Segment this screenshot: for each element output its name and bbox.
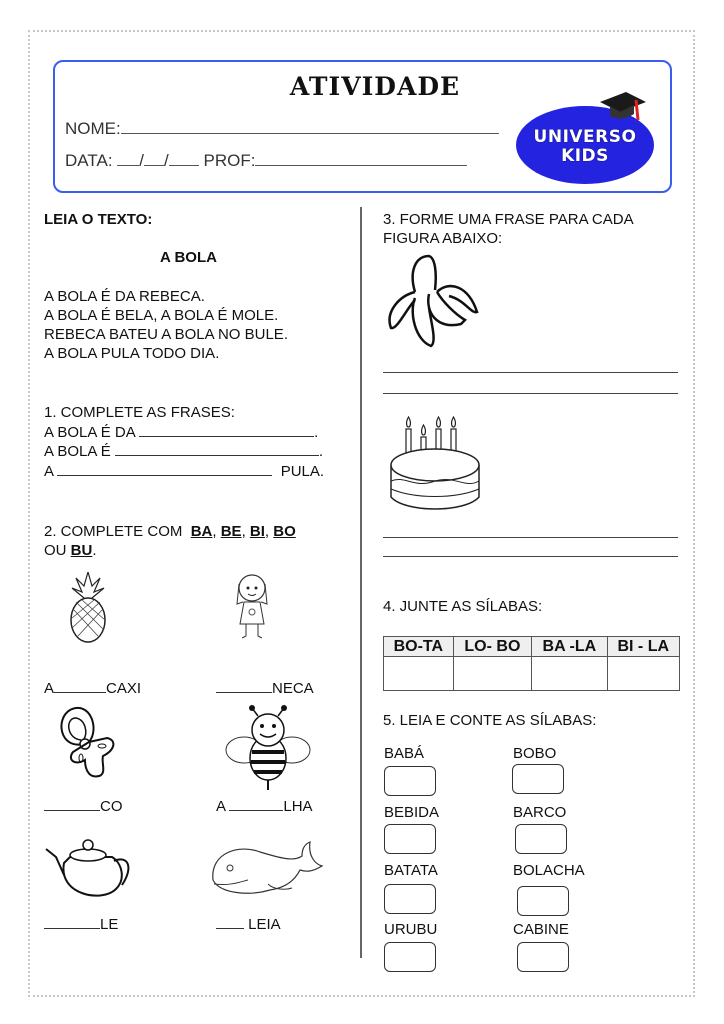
doll-icon	[232, 572, 272, 642]
universo-kids-logo: UNIVERSO KIDS	[516, 92, 656, 184]
page-title: ATIVIDADE	[289, 72, 461, 101]
word-label: BOLACHA	[513, 862, 585, 879]
prof-label: PROF:	[203, 151, 256, 170]
syllable-header: LO- BO	[453, 637, 532, 657]
answer-blank[interactable]	[44, 928, 100, 929]
bee-icon	[222, 704, 314, 794]
q5-title: 5. LEIA E CONTE AS SÍLABAS:	[383, 712, 597, 729]
word-label: BARCO	[513, 804, 567, 821]
story-line: A BOLA É BELA, A BOLA É MOLE.	[44, 307, 279, 324]
answer-cell[interactable]	[384, 657, 454, 691]
answer-blank[interactable]	[139, 436, 314, 437]
whale-icon	[210, 838, 325, 903]
name-label: NOME:	[65, 119, 121, 138]
q2-item: A LHA	[216, 798, 313, 815]
writing-line[interactable]	[383, 393, 678, 394]
answer-cell[interactable]	[532, 657, 607, 691]
graduation-cap-icon	[596, 88, 648, 128]
banana-icon	[385, 252, 481, 352]
q1-title: 1. COMPLETE AS FRASES:	[44, 404, 235, 421]
answer-blank[interactable]	[54, 692, 106, 693]
word-label: CABINE	[513, 921, 569, 938]
q2-item: LEIA	[216, 915, 281, 934]
pacifier-icon	[55, 704, 120, 784]
q3-title: 3. FORME UMA FRASE PARA CADA	[383, 211, 634, 228]
date-label: DATA:	[65, 151, 113, 170]
answer-blank[interactable]	[44, 810, 100, 811]
q4-title: 4. JUNTE AS SÍLABAS:	[383, 598, 543, 615]
count-box[interactable]	[384, 824, 436, 854]
writing-line[interactable]	[383, 556, 678, 557]
count-box[interactable]	[384, 942, 436, 972]
q2-item: LE	[44, 915, 118, 934]
count-box[interactable]	[512, 764, 564, 794]
syllable-header: BO-TA	[384, 637, 454, 657]
teapot-icon	[42, 833, 138, 903]
answer-cell[interactable]	[607, 657, 679, 691]
word-label: BOBO	[513, 745, 557, 762]
pineapple-icon	[68, 570, 108, 644]
count-box[interactable]	[515, 824, 567, 854]
writing-line[interactable]	[383, 372, 678, 373]
story-line: A BOLA PULA TODO DIA.	[44, 345, 220, 362]
header-box	[53, 60, 672, 193]
answer-cell[interactable]	[453, 657, 532, 691]
story-line: REBECA BATEU A BOLA NO BULE.	[44, 326, 288, 343]
count-box[interactable]	[384, 766, 436, 796]
word-label: BATATA	[384, 862, 438, 879]
q2-title-cont: OU BU.	[44, 542, 97, 559]
q3-title-cont: FIGURA ABAIXO:	[383, 230, 503, 247]
date-field[interactable]: DATA: / / PROF:	[65, 151, 467, 171]
q1-line: A BOLA É .	[44, 443, 324, 460]
answer-blank[interactable]	[216, 928, 244, 929]
writing-line[interactable]	[383, 537, 678, 538]
answer-blank[interactable]	[229, 810, 283, 811]
q2-item: CO	[44, 797, 123, 816]
read-label: LEIA O TEXTO:	[44, 211, 153, 228]
answer-blank[interactable]	[115, 455, 319, 456]
answer-blank[interactable]	[216, 692, 272, 693]
column-divider	[360, 207, 362, 958]
name-field[interactable]	[65, 119, 499, 139]
story-line: A BOLA É DA REBECA.	[44, 288, 205, 305]
birthday-cake-icon	[385, 415, 485, 515]
q2-title: 2. COMPLETE COM BA, BE, BI, BO	[44, 523, 296, 540]
syllable-header: BI - LA	[607, 637, 679, 657]
syllable-table	[383, 636, 680, 691]
count-box[interactable]	[384, 884, 436, 914]
word-label: BABÁ	[384, 745, 425, 762]
story-title: A BOLA	[160, 249, 217, 266]
q2-item: A CAXI	[44, 680, 142, 697]
syllable-header: BA -LA	[532, 637, 607, 657]
q1-line: A BOLA É DA .	[44, 424, 319, 441]
word-label: URUBU	[384, 921, 438, 938]
q2-item: NECA	[216, 679, 314, 698]
count-box[interactable]	[517, 942, 569, 972]
q1-line: A PULA.	[44, 463, 325, 480]
count-box[interactable]	[517, 886, 569, 916]
answer-blank[interactable]	[57, 475, 272, 476]
word-label: BEBIDA	[384, 804, 440, 821]
